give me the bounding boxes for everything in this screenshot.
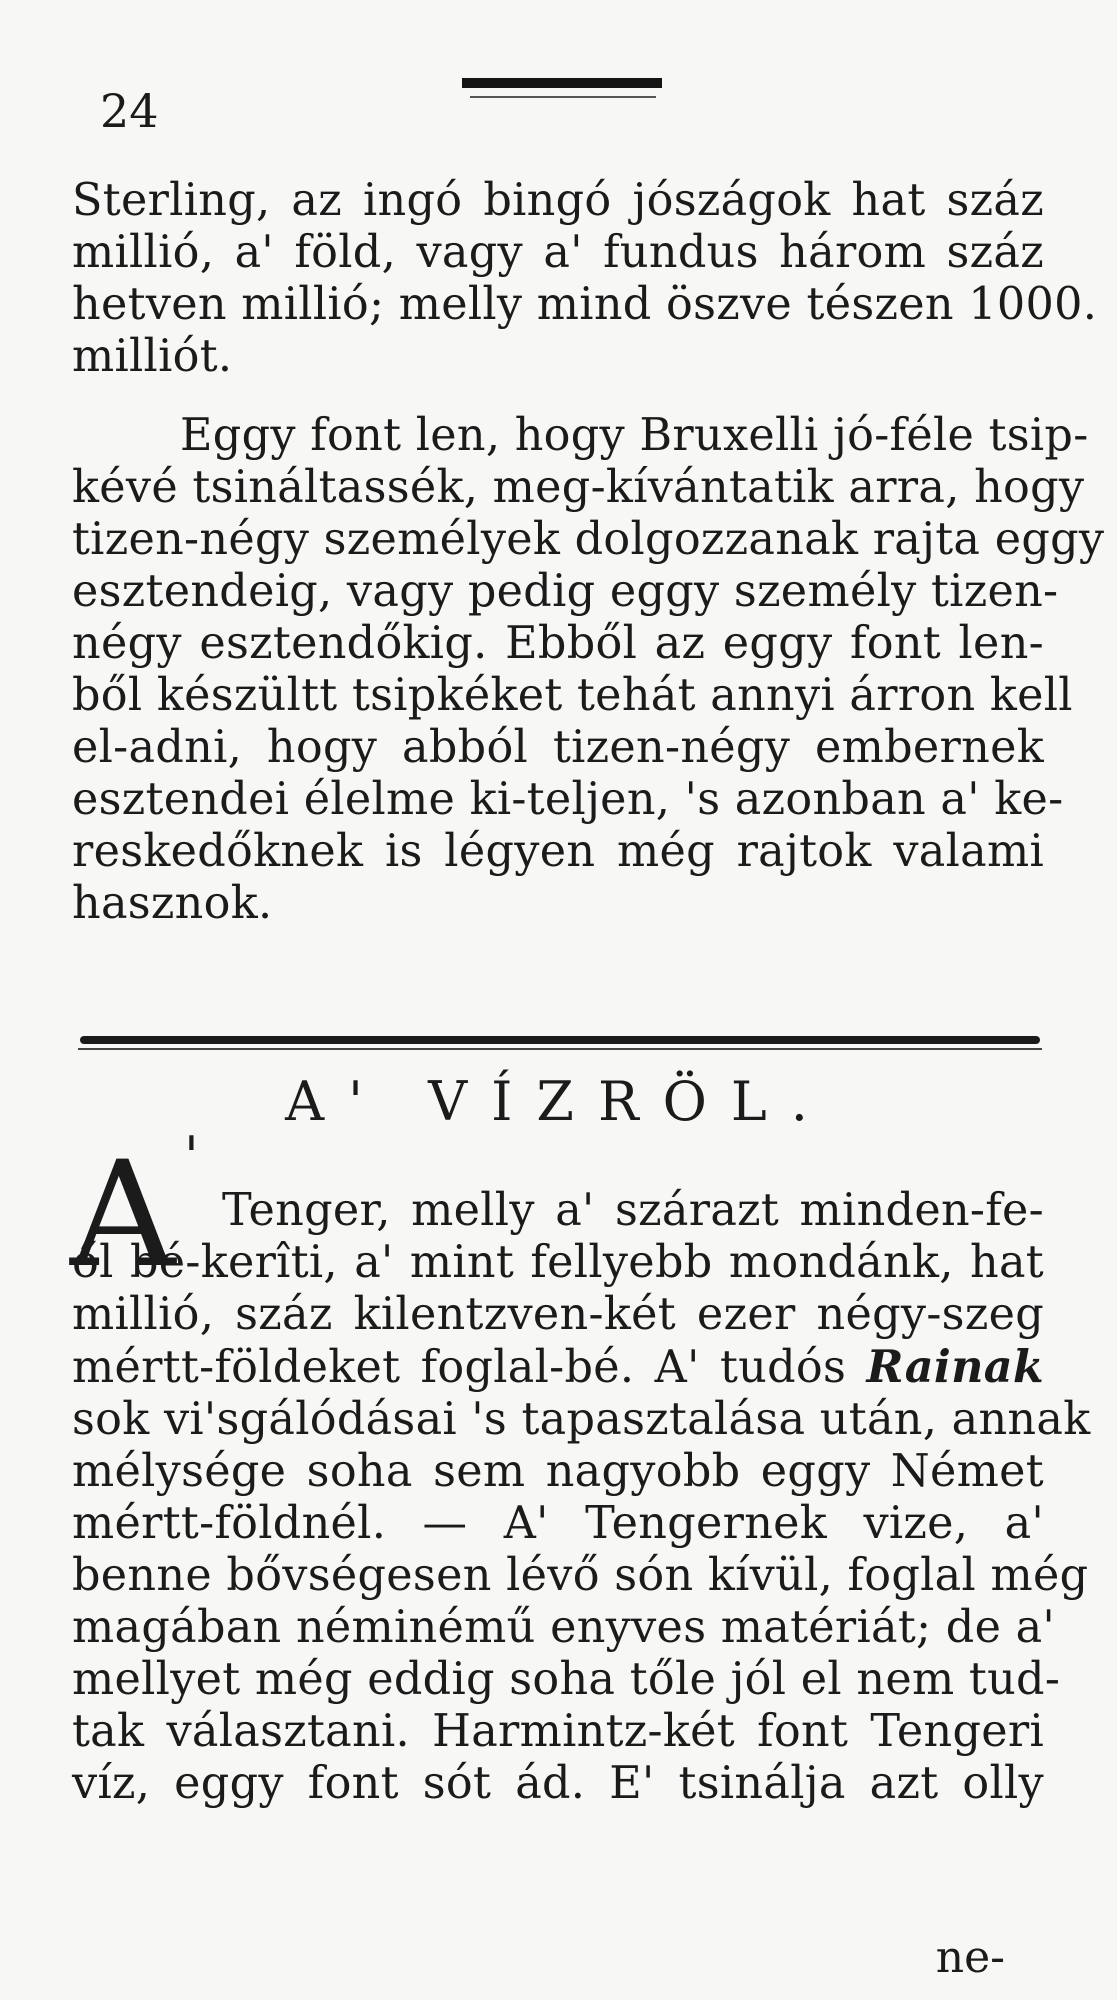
para2-line-4: esztendeig, vagy pedig eggy személy tizen- [72,566,1059,617]
paragraph-3 [72,1185,1091,1810]
author-name-rainak: Rainak [866,1341,1044,1393]
para3-line-10: mellyet még eddig soha tőle jól el nem tud- [72,1654,1061,1705]
drop-cap: A [70,1130,176,1300]
para3-line-4-text: mértt-földeket foglal-bé. A' tudós [72,1342,847,1393]
header-rule-thin [470,96,656,98]
para2-line-3: tizen-négy személyek dolgozzanak rajta eggy [72,514,1105,565]
para3-line-3: millió, száz kilentzven-két ezer négy-szeg [72,1289,1044,1340]
para3-line-5: sok vi'sgálódásai 's tapasztalása után, annak [72,1394,1091,1445]
paragraph-1 [72,175,1098,383]
para1-line-2: millió, a' föld, vagy a' fundus három száz [72,227,1044,278]
para2-line-9: reskedőknek is légyen még rajtok valami [72,826,1044,877]
para2-line-8: esztendei élelme ki-teljen, 's azonban a' ke- [72,774,1064,825]
para3-line-6: mélysége soha sem nagyobb eggy Német [72,1446,1044,1497]
header-rule [462,78,662,88]
para2-line-7: el-adni, hogy abból tizen-négy embernek [72,722,1044,773]
section-title: A' VÍZRÖL. [285,1070,832,1133]
para3-line-8: benne bővségesen lévő són kívül, foglal még [72,1550,1089,1601]
section-rule-thin [78,1048,1042,1050]
para2-line-2: kévé tsináltassék, meg-kívántatik arra, hogy [72,462,1085,513]
para3-line-12: víz, eggy font sót ád. E' tsinálja azt olly [72,1758,1044,1809]
para3-line-2: ől bé-kerîti, a' mint fellyebb mondánk, hat [72,1237,1044,1288]
para1-line-4: milliót. [72,331,233,382]
para3-line-7: mértt-földnél. — A' Tengernek vize, a' [72,1498,1044,1549]
para3-line-4 [72,1341,1044,1394]
para3-line-1: Tenger, melly a' szárazt minden-fe- [222,1185,1044,1236]
para2-line-5: négy esztendőkig. Ebből az eggy font len- [72,618,1044,669]
para1-line-3: hetven millió; melly mind öszve tészen 1000. [72,279,1098,330]
para2-line-1: Eggy font len, hogy Bruxelli jó-féle tsip- [180,410,1089,461]
para2-line-6: ből készültt tsipkéket tehát annyi árron kell [72,670,1073,721]
para1-line-1: Sterling, az ingó bingó jószágok hat száz [72,175,1044,226]
page-number: 24 [100,84,159,138]
paragraph-2 [72,410,1105,930]
catchword: ne- [935,1932,1005,1983]
drop-cap-mark: ' [184,1125,199,1188]
para3-line-9: magában néminémű enyves matériát; de a' [72,1602,1056,1653]
section-rule [80,1036,1040,1044]
para3-line-11: tak választani. Harmintz-két font Tengeri [72,1706,1044,1757]
para2-line-10: hasznok. [72,878,273,929]
